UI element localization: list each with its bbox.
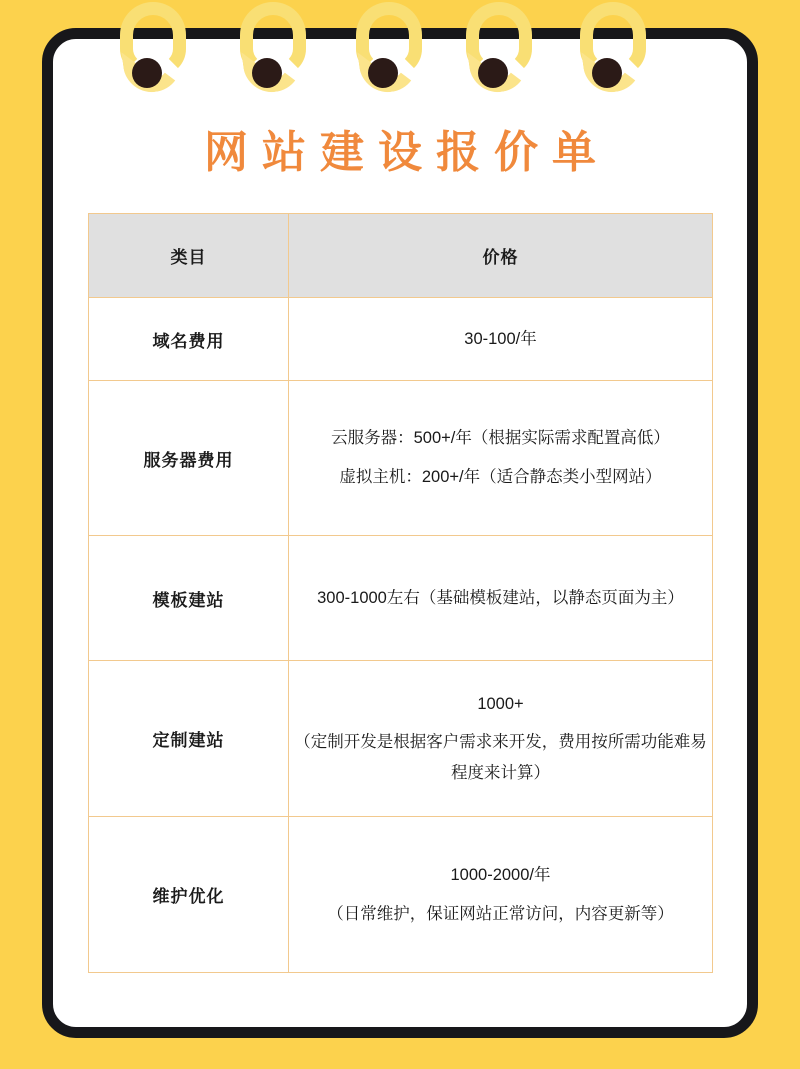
- value-line: 30-100/年: [464, 329, 537, 348]
- row-label-server: 服务器费用: [89, 381, 289, 536]
- value-line: 300-1000左右（基础模板建站，以静态页面为主）: [317, 588, 684, 607]
- table-header: [89, 214, 713, 298]
- table-row: [89, 817, 713, 973]
- table-header-price: 价格: [289, 214, 713, 298]
- table-header-row: [89, 214, 713, 298]
- table-body: [89, 298, 713, 973]
- value-line: 云服务器：500+/年（根据实际需求配置高低）: [331, 429, 670, 448]
- row-label-domain: 域名费用: [89, 298, 289, 381]
- row-value-custom: [289, 661, 713, 817]
- row-value-maintain: [289, 817, 713, 973]
- value-line: （定制开发是根据客户需求来开发，费用按所需功能难易程度来计算）: [294, 733, 707, 782]
- row-label-template: 模板建站: [89, 536, 289, 661]
- row-label-custom: 定制建站: [89, 661, 289, 817]
- value-line: 虚拟主机：200+/年（适合静态类小型网站）: [339, 468, 662, 486]
- value-line: （日常维护，保证网站正常访问，内容更新等）: [327, 904, 674, 923]
- row-value-template: [289, 536, 713, 661]
- table-row: [89, 298, 713, 381]
- page-title: 网站建设报价单: [204, 127, 610, 178]
- row-value-server: [289, 381, 713, 536]
- table-row: [89, 661, 713, 817]
- table-row: [89, 381, 713, 536]
- row-label-maintain: 维护优化: [89, 817, 289, 973]
- pricing-table: [88, 213, 713, 973]
- value-line: 1000+: [477, 694, 524, 713]
- table-row: [89, 536, 713, 661]
- table-header-category: 类目: [89, 214, 289, 298]
- row-value-domain: [289, 298, 713, 381]
- value-line: 1000-2000/年: [450, 865, 551, 884]
